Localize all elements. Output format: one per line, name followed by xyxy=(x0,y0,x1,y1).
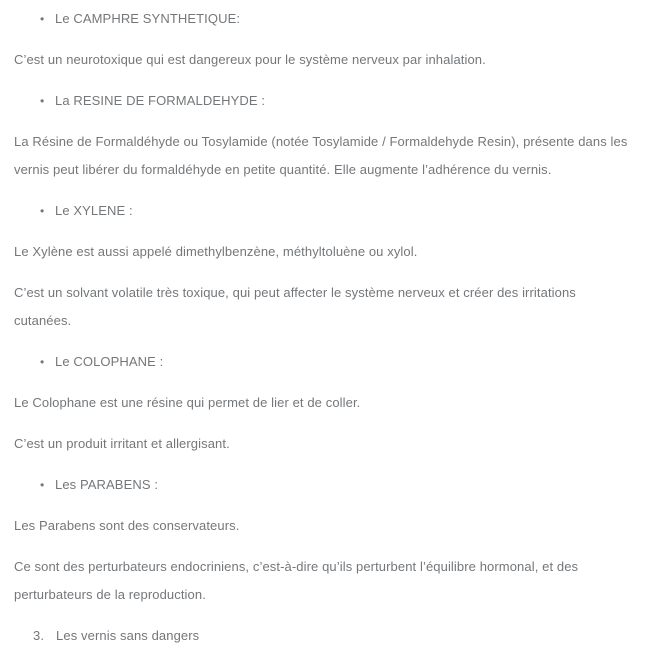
paragraph-line: Les Parabens sont des conservateurs. xyxy=(14,518,240,533)
paragraph-camphre-description xyxy=(14,46,653,74)
paragraph-line: Le Colophane est une résine qui permet de lier et de coller. xyxy=(14,395,361,410)
paragraph-line: cutanées. xyxy=(14,313,72,328)
numbered-item-vernis-sans-dangers xyxy=(14,622,653,650)
list-item-resine-formaldehyde xyxy=(14,87,653,115)
paragraph-parabens-perturbateurs xyxy=(14,553,653,609)
paragraph-xylene-toxicity xyxy=(14,279,653,335)
list-item-label: Le COLOPHANE : xyxy=(55,354,164,369)
paragraph-line: La Résine de Formaldéhyde ou Tosylamide (notée Tosylamide / Formaldehyde Resin), présente dans les xyxy=(14,134,628,149)
list-item-colophane xyxy=(14,348,653,376)
paragraph-parabens-conservateurs xyxy=(14,512,653,540)
bullet-icon: • xyxy=(40,355,45,369)
paragraph-line: vernis peut libérer du formaldéhyde en petite quantité. Elle augmente l’adhérence du vernis. xyxy=(14,162,552,177)
bullet-icon: • xyxy=(40,478,45,492)
bullet-icon: • xyxy=(40,94,45,108)
paragraph-resine-description xyxy=(14,128,653,184)
paragraph-colophane-description xyxy=(14,389,653,417)
paragraph-line: Le Xylène est aussi appelé dimethylbenzène, méthyltoluène ou xylol. xyxy=(14,244,418,259)
article-content xyxy=(0,5,667,650)
list-item-label: La RESINE DE FORMALDEHYDE : xyxy=(55,93,266,108)
paragraph-line: C’est un produit irritant et allergisant. xyxy=(14,436,230,451)
paragraph-line: C’est un neurotoxique qui est dangereux pour le système nerveux par inhalation. xyxy=(14,52,486,67)
list-item-label: Le CAMPHRE SYNTHETIQUE: xyxy=(55,11,241,26)
list-item-camphre-synthetique xyxy=(14,5,653,33)
list-item-xylene xyxy=(14,197,653,225)
bullet-icon: • xyxy=(40,12,45,26)
paragraph-line: C’est un solvant volatile très toxique, qui peut affecter le système nerveux et créer des irritations xyxy=(14,285,576,300)
list-item-parabens xyxy=(14,471,653,499)
numbered-item-label: Les vernis sans dangers xyxy=(56,628,200,643)
list-item-label: Les PARABENS : xyxy=(55,477,159,492)
list-item-label: Le XYLENE : xyxy=(55,203,133,218)
bullet-icon: • xyxy=(40,204,45,218)
page xyxy=(0,5,667,658)
paragraph-colophane-irritant xyxy=(14,430,653,458)
paragraph-xylene-names xyxy=(14,238,653,266)
paragraph-line: perturbateurs de la reproduction. xyxy=(14,587,206,602)
paragraph-line: Ce sont des perturbateurs endocriniens, c’est-à-dire qu’ils perturbent l’équilibre hormonal, et des xyxy=(14,559,579,574)
list-number: 3. xyxy=(33,628,45,643)
